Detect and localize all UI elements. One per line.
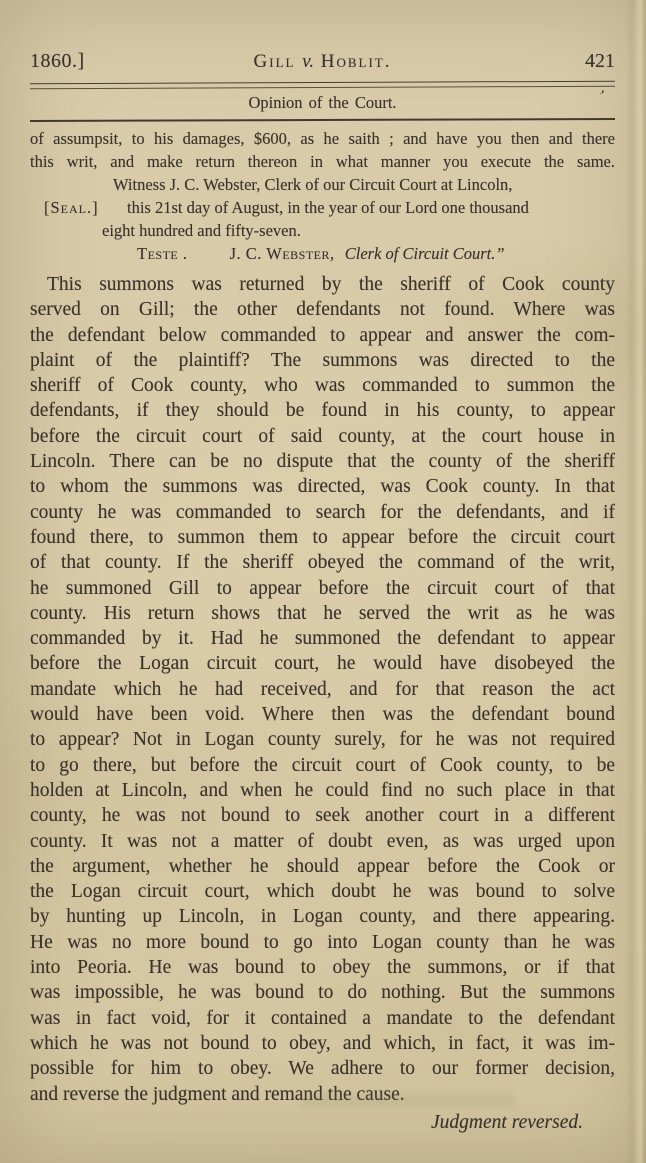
case-title-versus: v. xyxy=(302,51,314,72)
opinion-text-line: county he was commanded to search for the defendants, and if xyxy=(30,501,615,523)
opinion-text-line: possible for him to obey. We adhere to our former decision, xyxy=(30,1058,615,1080)
opinion-text-line: defendants, if they should be found in his county, to appear xyxy=(30,400,615,422)
opinion-text-line: commanded by it. Had he summoned the defendant to appear xyxy=(30,628,615,650)
opinion-text-line: and reverse the judgment and remand the cause. xyxy=(30,1083,405,1105)
opinion-text-line: plaint of the plaintiff? The summons was directed to the xyxy=(30,349,615,371)
opinion-text-line: mandate which he had received, and for that reason the act xyxy=(30,678,615,700)
writ-line: this writ, and make return thereon in what manner you execute the same. xyxy=(30,152,615,171)
year-label: 1860.] xyxy=(30,50,85,72)
opinion-text-line: into Peoria. He was bound to obey the summons, or if that xyxy=(30,957,615,979)
opinion-text-line: to appear? Not in Logan county surely, for he was not required xyxy=(30,729,615,751)
opinion-text-line: county. His return shows that he served the writ as he was xyxy=(30,602,615,624)
seal-date-line: eight hundred and fifty-seven. xyxy=(102,221,301,240)
opinion-text-line: Lincoln. There can be no dispute that the county of the sheriff xyxy=(30,451,615,473)
page-header xyxy=(30,50,615,73)
showthrough-smudge xyxy=(300,1094,515,1107)
opinion-text-line: to go there, but before the circuit court of Cook county, to be xyxy=(30,754,615,776)
opinion-body xyxy=(30,272,615,1107)
teste-label: Teste . xyxy=(137,244,188,263)
opinion-text-line: was in fact void, for it contained a mandate to the defendant xyxy=(30,1007,615,1029)
opinion-text-line: of that county. If the sheriff obeyed the command of the writ, xyxy=(30,552,615,574)
seal-row xyxy=(30,196,615,219)
clerk-title: Clerk of Circuit Court.” xyxy=(344,244,505,263)
opinion-text-line: county. It was not a matter of doubt even, as was urged upon xyxy=(30,830,615,852)
page-edge-shading xyxy=(626,0,646,1163)
opinion-text-line: sheriff of Cook county, who was commanded to summon the xyxy=(30,375,615,397)
section-heading: Opinion of the Court. xyxy=(248,93,397,112)
case-title-left: Gill xyxy=(253,51,296,72)
case-title-right: Hoblit. xyxy=(320,51,392,72)
thick-rule-divider xyxy=(30,118,615,122)
opinion-text-line: before the Logan circuit court, he would have disobeyed the xyxy=(30,653,615,675)
opinion-text-line: served on Gill; the other defendants not found. Where was xyxy=(30,299,615,321)
opinion-text-line: before the circuit court of said county, at the court house in xyxy=(30,425,615,447)
opinion-text-line: He was no more bound to go into Logan county than he was xyxy=(30,931,615,953)
seal-label: [Seal.] xyxy=(44,198,99,217)
stray-ink-mark: ’ xyxy=(595,87,607,105)
seal-date-line: this 21st day of August, in the year of our Lord one thousand xyxy=(127,198,529,217)
opinion-text-line: would have been void. Where then was the defendant bound xyxy=(30,704,615,726)
opinion-text-line: by hunting up Lincoln, in Logan county, and there appearing. xyxy=(30,906,615,928)
opinion-text-line: the Logan circuit court, which doubt he was bound to solve xyxy=(30,881,615,903)
opinion-text-line: which he was not bound to obey, and which, in fact, it was im- xyxy=(30,1032,615,1054)
disposition-line: Judgment reversed. xyxy=(431,1111,583,1133)
opinion-text-line: to whom the summons was directed, was Cook county. In that xyxy=(30,476,615,498)
clerk-name: J. C. Webster, xyxy=(229,244,335,263)
opinion-text-line: he summoned Gill to appear before the circuit court of that xyxy=(30,577,615,599)
teste-line xyxy=(30,242,615,265)
writ-line: of assumpsit, to his damages, $600, as he saith ; and have you then and there xyxy=(30,129,615,148)
double-rule-divider xyxy=(30,81,615,90)
witness-line: Witness J. C. Webster, Clerk of our Circuit Court at Lincoln, xyxy=(113,175,513,194)
opinion-text-line: This summons was returned by the sheriff of Cook county xyxy=(47,274,615,295)
opinion-text-line: the defendant below commanded to appear and answer the com- xyxy=(30,324,615,346)
page-number: 421 xyxy=(585,50,615,72)
opinion-text-line: holden at Lincoln, and when he could find no such place in that xyxy=(30,779,615,801)
opinion-text-line: county, he was not bound to seek another court in a different xyxy=(30,805,615,827)
case-title xyxy=(142,51,503,73)
writ-quote-block xyxy=(30,127,615,265)
opinion-text-line: was impossible, he was bound to do nothing. But the summons xyxy=(30,982,615,1004)
opinion-text-line: the argument, whether he should appear before the Cook or xyxy=(30,855,615,877)
opinion-text-line: found there, to summon them to appear before the circuit court xyxy=(30,526,615,548)
